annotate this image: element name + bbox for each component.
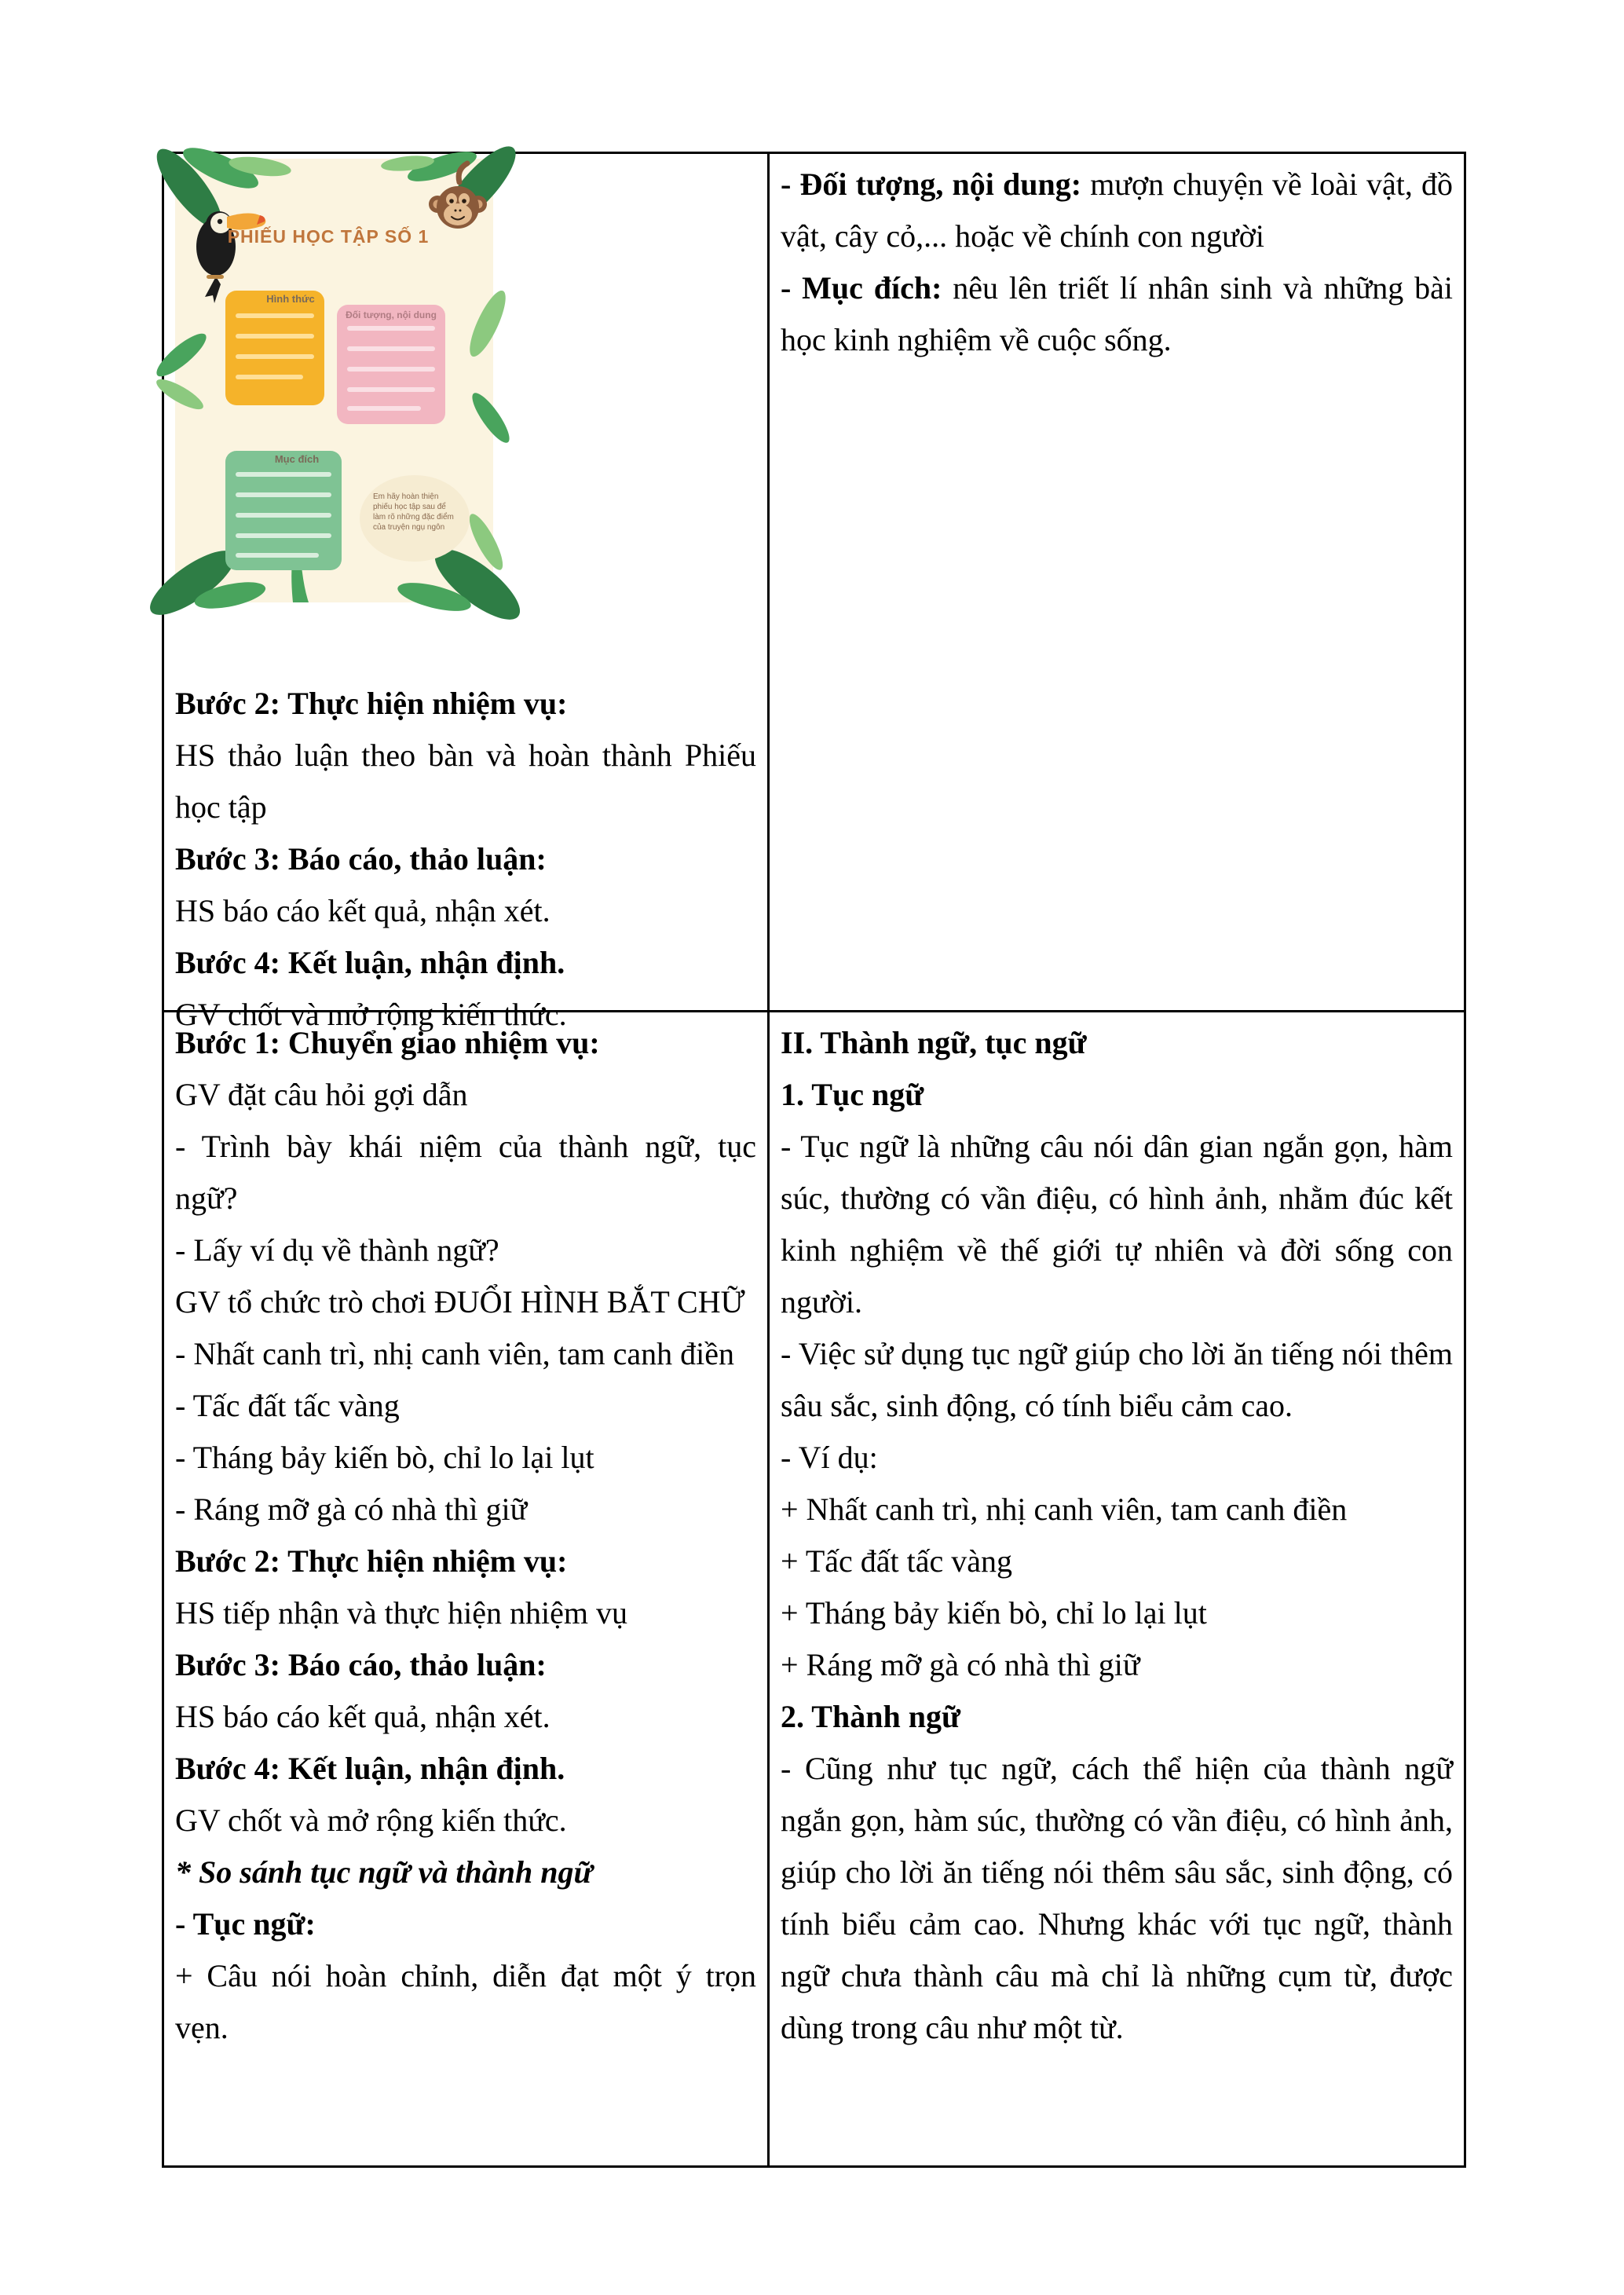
paragraph: HS báo cáo kết quả, nhận xét.	[175, 1699, 550, 1734]
paragraph: 1. Tục ngữ	[781, 1077, 924, 1112]
paragraph: 2. Thành ngữ	[781, 1699, 960, 1734]
worksheet-image	[175, 159, 493, 602]
activities-text-row1	[175, 678, 756, 1041]
content-text-row2	[781, 1017, 1453, 2054]
cell-activities-row2	[164, 1012, 770, 2165]
paragraph: - Tục ngữ:	[175, 1906, 316, 1942]
paragraph: - Trình bày khái niệm của thành ngữ, tục ngữ?	[175, 1129, 756, 1216]
paragraph: - Nhất canh trì, nhị canh viên, tam canh điền	[175, 1336, 734, 1371]
activities-text-row2	[175, 1017, 756, 2054]
paragraph: Bước 3: Báo cáo, thảo luận:	[175, 841, 547, 877]
worksheet-note: Em hãy hoàn thiện phiếu học tập sau để làm rõ những đặc điểm của truyện ngụ ngôn	[373, 492, 454, 532]
paragraph: GV chốt và mở rộng kiến thức.	[175, 1803, 567, 1838]
paragraph: Bước 3: Báo cáo, thảo luận:	[175, 1647, 547, 1682]
paragraph: - Đối tượng, nội dung: mượn chuyện về loài vật, đồ vật, cây cỏ,... hoặc về chính con người	[781, 167, 1453, 254]
paragraph: HS thảo luận theo bàn và hoàn thành Phiếu học tập	[175, 738, 756, 825]
paragraph: II. Thành ngữ, tục ngữ	[781, 1025, 1087, 1060]
paragraph: - Lấy ví dụ về thành ngữ?	[175, 1232, 499, 1268]
paragraph: - Cũng như tục ngữ, cách thể hiện của thành ngữ ngắn gọn, hàm súc, thường có vần điệu, có hình ảnh, giúp cho lời ăn tiếng nói thêm sâu sắc, sinh động, có tính biểu cảm cao. Nhưng khác với tục ngữ, thành ngữ chưa thành câu mà chỉ là những cụm từ, được dùng trong câu như một từ.	[781, 1751, 1453, 2045]
paragraph: - Mục đích: nêu lên triết lí nhân sinh và những bài học kinh nghiệm về cuộc sống.	[781, 270, 1453, 357]
paragraph: Bước 1: Chuyển giao nhiệm vụ:	[175, 1025, 600, 1060]
paragraph: + Nhất canh trì, nhị canh viên, tam canh điền	[781, 1492, 1348, 1527]
paragraph: - Việc sử dụng tục ngữ giúp cho lời ăn tiếng nói thêm sâu sắc, sinh động, có tính biểu cảm cao.	[781, 1336, 1453, 1423]
paragraph: HS tiếp nhận và thực hiện nhiệm vụ	[175, 1595, 628, 1631]
paragraph: Bước 2: Thực hiện nhiệm vụ:	[175, 686, 568, 721]
cell-content-row1	[770, 154, 1464, 1012]
paragraph: - Tháng bảy kiến bò, chỉ lo lại lụt	[175, 1440, 594, 1475]
lesson-plan-table	[162, 152, 1466, 2168]
paragraph: HS báo cáo kết quả, nhận xét.	[175, 893, 550, 928]
paragraph: + Tấc đất tấc vàng	[781, 1543, 1013, 1579]
paragraph: GV tổ chức trò chơi ĐUỔI HÌNH BẮT CHỮ	[175, 1284, 745, 1320]
paragraph: + Tháng bảy kiến bò, chỉ lo lại lụt	[781, 1595, 1207, 1631]
paragraph: - Ví dụ:	[781, 1440, 878, 1475]
worksheet-label-muc-dich: Mục đích	[274, 453, 320, 465]
paragraph: * So sánh tục ngữ và thành ngữ	[175, 1854, 593, 1890]
paragraph: Bước 4: Kết luận, nhận định.	[175, 945, 565, 980]
paragraph: + Câu nói hoàn chỉnh, diễn đạt một ý trọn vẹn.	[175, 1958, 756, 2045]
paragraph: - Tục ngữ là những câu nói dân gian ngắn gọn, hàm súc, thường có vần điệu, có hình ảnh, nhằm đúc kết kinh nghiệm về thế giới tự nhiên và đời sống con người.	[781, 1129, 1453, 1320]
paragraph: - Tấc đất tấc vàng	[175, 1388, 400, 1423]
paragraph: Bước 2: Thực hiện nhiệm vụ:	[175, 1543, 568, 1579]
cell-activities-row1	[164, 154, 770, 1032]
paragraph: Bước 4: Kết luận, nhận định.	[175, 1751, 565, 1786]
paragraph: GV đặt câu hỏi gợi dẫn	[175, 1077, 468, 1112]
worksheet-title: PHIẾU HỌC TẬP SỐ 1	[227, 226, 430, 247]
worksheet-label-hinh-thuc: Hình thức	[266, 293, 315, 305]
paragraph-gap	[175, 602, 756, 678]
worksheet-label-doi-tuong: Đối tượng, nội dung	[346, 309, 437, 320]
paragraph: - Ráng mỡ gà có nhà thì giữ	[175, 1492, 528, 1527]
paragraph: GV chốt và mở rộng kiến thức.	[175, 997, 567, 1032]
cell-content-row2	[770, 1012, 1464, 2165]
paragraph: + Ráng mỡ gà có nhà thì giữ	[781, 1647, 1140, 1682]
content-text-row1	[781, 159, 1453, 366]
